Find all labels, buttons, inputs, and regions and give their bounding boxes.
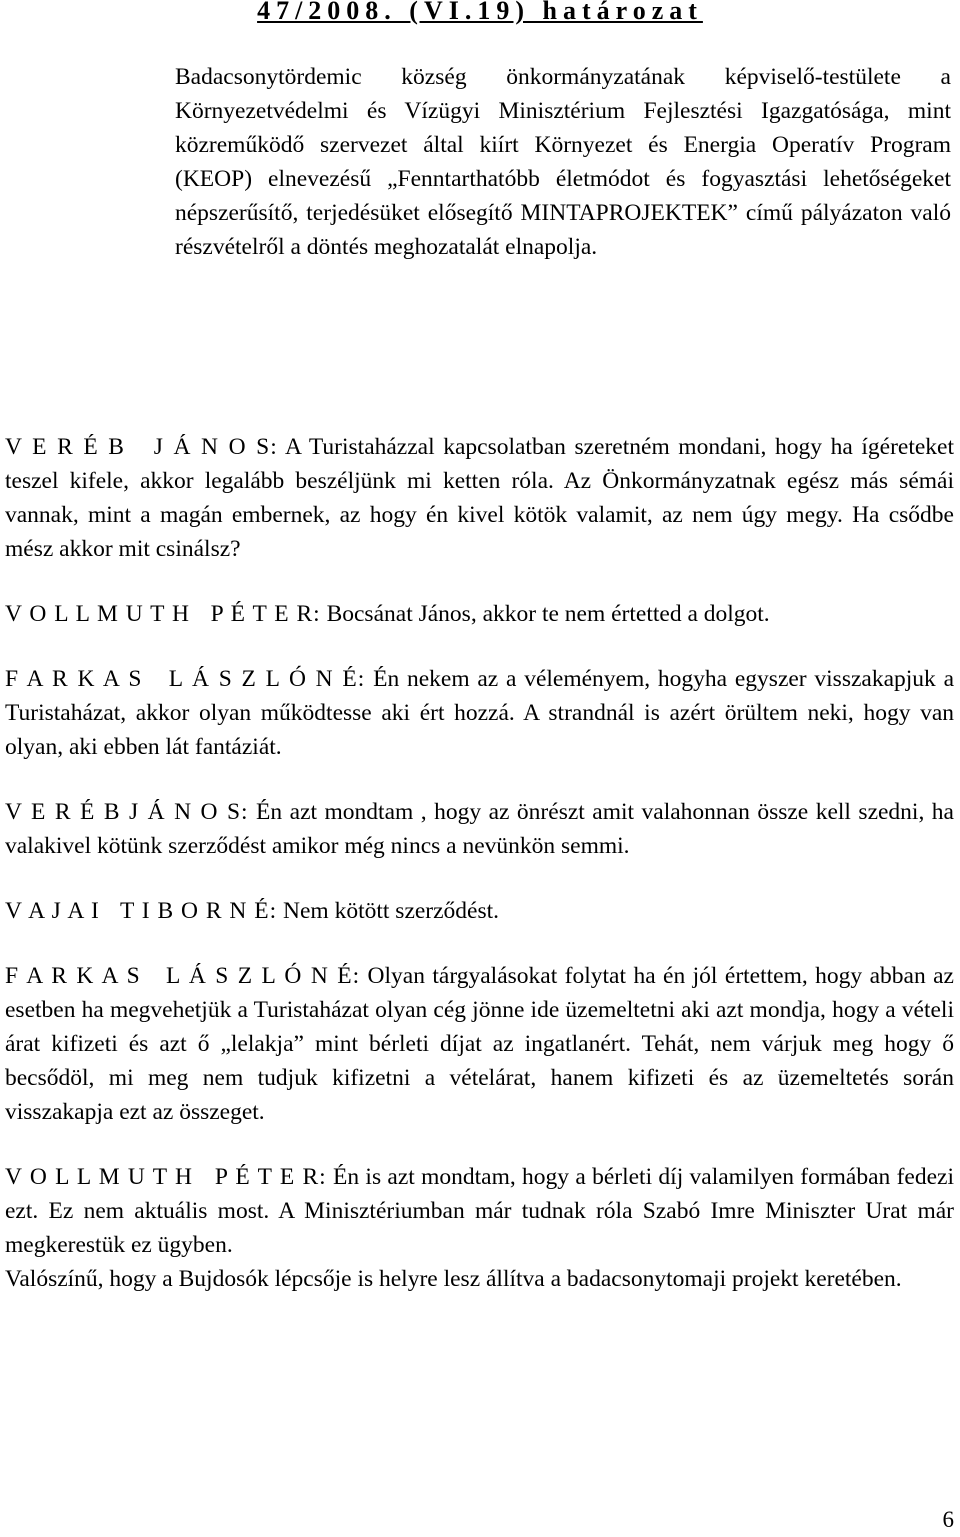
speaker-name: V O L L M U T H P É T E R: [5, 601, 321, 627]
speaker-name: F A R K A S L Á S Z L Ó N É: [5, 963, 361, 989]
speaker-name: V E R É B J Á N O S: [5, 799, 249, 825]
speaker-name: V E R É B J Á N O S: [5, 434, 278, 460]
speech-text: Én nekem az a véleményem, hogyha egyszer visszakapjuk a Turistaházat, akkor olyan működtesse aki ért hozzá. A strandnál is azért örültem neki, hogy van olyan, aki ebben lát fantáziát. [5, 666, 954, 760]
speech-text: A Turistaházzal kapcsolatban szeretném mondani, hogy ha ígéreteket teszel kifele, akkor legalább beszéljünk mi ketten róla. Az Önkormányzatnak egész más sémái vannak, mint a magán embernek, az hogy én kivel kötök valamit, az nem úgy megy. Ha csődbe mész akkor mit csinálsz? [5, 434, 955, 562]
closing-paragraph: Valószínű, hogy a Bujdosók lépcsője is helyre lesz állítva a badacsonytomaji projekt keretében. [5, 1266, 902, 1292]
dialogue-paragraph [5, 662, 954, 764]
dialogue-paragraph [5, 1160, 954, 1262]
dialogue-paragraph [5, 597, 954, 631]
speech-text: Olyan tárgyalásokat folytat ha én jól értettem, hogy abban az esetben ha megvehetjük a Turistaházat olyan cég jönne ide üzemeltetni aki azt mondja, hogy a vételi árat kifizeti és azt ő „lelakja” mint bérleti díjat az ingatlanért. Tehát, nem várjuk meg hogy ő becsődöl, mi meg nem tudjuk kifizetni a vételárat, hanem kifizeti és az üzemeltetés során visszakapja ezt az összeget. [5, 963, 954, 1125]
speaker-name: F A R K A S L Á S Z L Ó N É: [5, 666, 366, 692]
dialogue-paragraph [5, 959, 954, 1129]
speech-text: Én is azt mondtam, hogy a bérleti díj valamilyen formában fedezi ezt. Ez nem aktuális most. A Minisztériumban már tudnak róla Szabó Imre Miniszter Urat már megkerestük ez ügyben. [5, 1164, 954, 1258]
dialogue-paragraph [5, 430, 954, 566]
speech-text: Én azt mondtam , hogy az önrészt amit valahonnan össze kell szedni, ha valakivel kötünk szerződést amikor még nincs a nevünkön semmi. [5, 799, 954, 859]
resolution-title: 47/2008. (VI.19) határozat [257, 0, 703, 25]
speech-text: Bocsánat János, akkor te nem értetted a dolgot. [320, 601, 770, 627]
page-number: 6 [942, 1507, 954, 1532]
speaker-name: V A J A I T I B O R N É: [5, 898, 278, 924]
speaker-name: V O L L M U T H P É T E R: [5, 1164, 327, 1190]
speech-text: Nem kötött szerződést. [277, 898, 500, 924]
dialogue-paragraph [5, 795, 954, 863]
dialogue-paragraph [5, 894, 954, 928]
resolution-text: Badacsonytördemic község önkormányzatának képviselő-testülete a Környezetvédelmi és Vízügyi Minisztérium Fejlesztési Igazgatósága, mint közreműködő szervezet által kiírt Környezet és Energia Operatív Program (KEOP) elnevezésű „Fenntarthatóbb életmódot és fogyasztási lehetőségeket népszerűsítő, terjedésüket elősegítő MINTAPROJEKTEK” című pályázaton való részvételről a döntés meghozatalát elnapolja. [175, 64, 951, 260]
minutes-dialogue [5, 430, 954, 1296]
